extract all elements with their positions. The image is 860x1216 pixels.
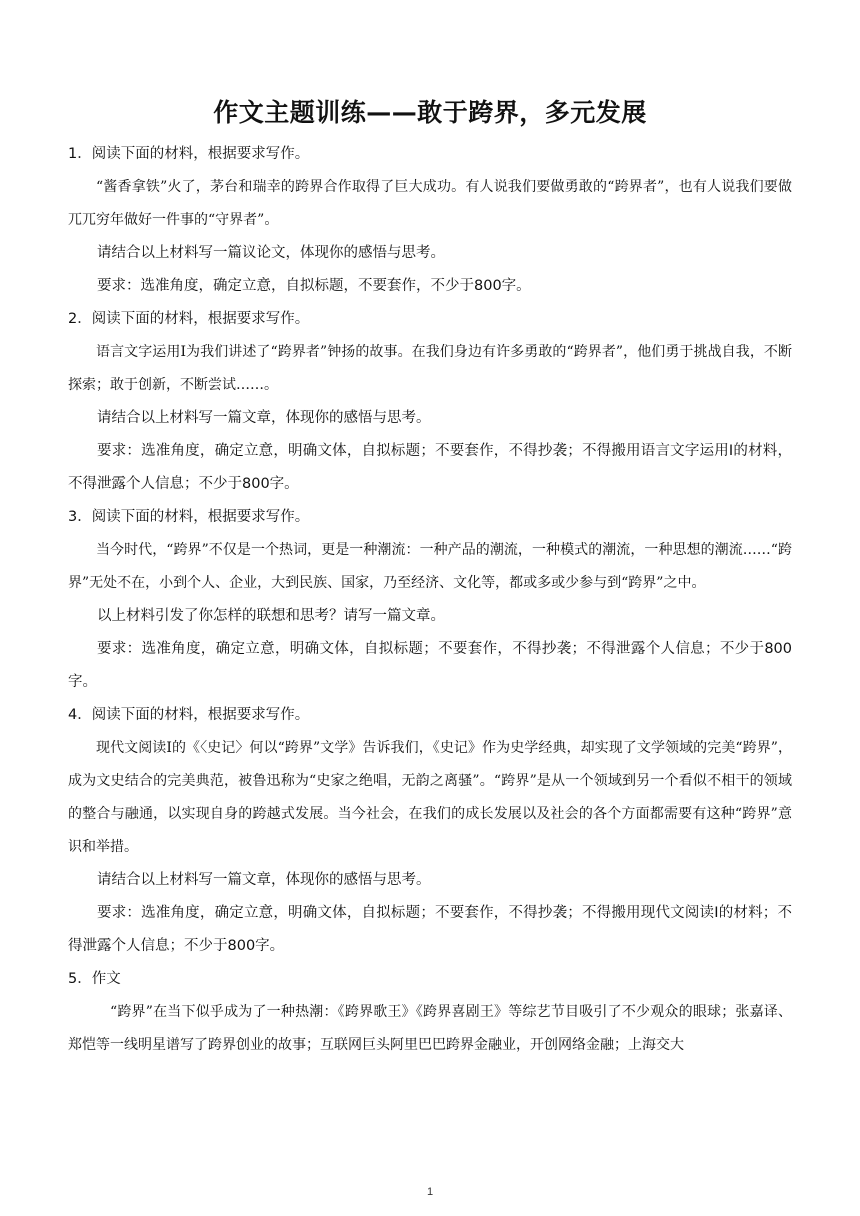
question-2 bbox=[68, 303, 792, 501]
question-material: 语言文字运用Ⅰ为我们讲述了“跨界者”钟扬的故事。在我们身边有许多勇敢的“跨界者”，他们勇于挑战自我，不断探索；敢于创新，不断尝试……。 bbox=[68, 344, 792, 393]
question-material: “酱香拿铁”火了，茅台和瑞幸的跨界合作取得了巨大成功。有人说我们要做勇敢的“跨界者”，也有人说我们要做兀兀穷年做好一件事的“守界者”。 bbox=[68, 179, 792, 228]
question-heading: 5．作文 bbox=[68, 971, 121, 987]
question-material: “跨界”在当下似乎成为了一种热潮：《跨界歌王》《跨界喜剧王》等综艺节目吸引了不少观众的眼球；张嘉译、郑恺等一线明星谱写了跨界创业的故事；互联网巨头阿里巴巴跨界金融业，开创网络金融；上海交大 bbox=[68, 1004, 792, 1053]
question-heading: 3．阅读下面的材料，根据要求写作。 bbox=[68, 509, 310, 525]
question-1 bbox=[68, 138, 792, 303]
question-5 bbox=[68, 963, 792, 1062]
question-material: 现代文阅读Ⅰ的《〈史记〉何以“跨界”文学》告诉我们，《史记》作为史学经典，却实现了文学领域的完美“跨界”，成为文史结合的完美典范，被鲁迅称为“史家之绝唱，无韵之离骚”。“跨界”是从一个领域到另一个看似不相干的领域的整合与融通，以实现自身的跨越式发展。当今社会，在我们的成长发展以及社会的各个方面都需要有这种“跨界”意识和举措。 bbox=[68, 740, 792, 855]
question-requirements: 要求：选准角度，确定立意，自拟标题，不要套作，不少于800字。 bbox=[97, 278, 531, 294]
question-task: 以上材料引发了你怎样的联想和思考？请写一篇文章。 bbox=[97, 608, 445, 624]
question-material: 当今时代，“跨界”不仅是一个热词，更是一种潮流：一种产品的潮流，一种模式的潮流，一种思想的潮流……“跨界”无处不在，小到个人、企业，大到民族、国家，乃至经济、文化等，都或多或少参与到“跨界”之中。 bbox=[68, 542, 792, 591]
question-requirements: 要求：选准角度，确定立意，明确文体，自拟标题；不要套作，不得抄袭；不得搬用现代文阅读Ⅰ的材料；不得泄露个人信息；不少于800字。 bbox=[68, 905, 792, 954]
question-task: 请结合以上材料写一篇议论文，体现你的感悟与思考。 bbox=[97, 245, 445, 261]
question-heading: 1．阅读下面的材料，根据要求写作。 bbox=[68, 146, 310, 162]
document-title: 作文主题训练——敢于跨界，多元发展 bbox=[213, 98, 647, 127]
question-task: 请结合以上材料写一篇文章，体现你的感悟与思考。 bbox=[97, 872, 431, 888]
question-requirements: 要求：选准角度，确定立意，明确文体，自拟标题；不要套作，不得抄袭；不得泄露个人信息；不少于800字。 bbox=[68, 641, 792, 690]
question-heading: 4．阅读下面的材料，根据要求写作。 bbox=[68, 707, 310, 723]
question-4 bbox=[68, 699, 792, 963]
page-number: 1 bbox=[426, 1186, 434, 1198]
question-3 bbox=[68, 501, 792, 699]
question-task: 请结合以上材料写一篇文章，体现你的感悟与思考。 bbox=[97, 410, 431, 426]
question-heading: 2．阅读下面的材料，根据要求写作。 bbox=[68, 311, 310, 327]
question-requirements: 要求：选准角度，确定立意，明确文体，自拟标题；不要套作，不得抄袭；不得搬用语言文字运用Ⅰ的材料，不得泄露个人信息；不少于800字。 bbox=[68, 443, 792, 492]
